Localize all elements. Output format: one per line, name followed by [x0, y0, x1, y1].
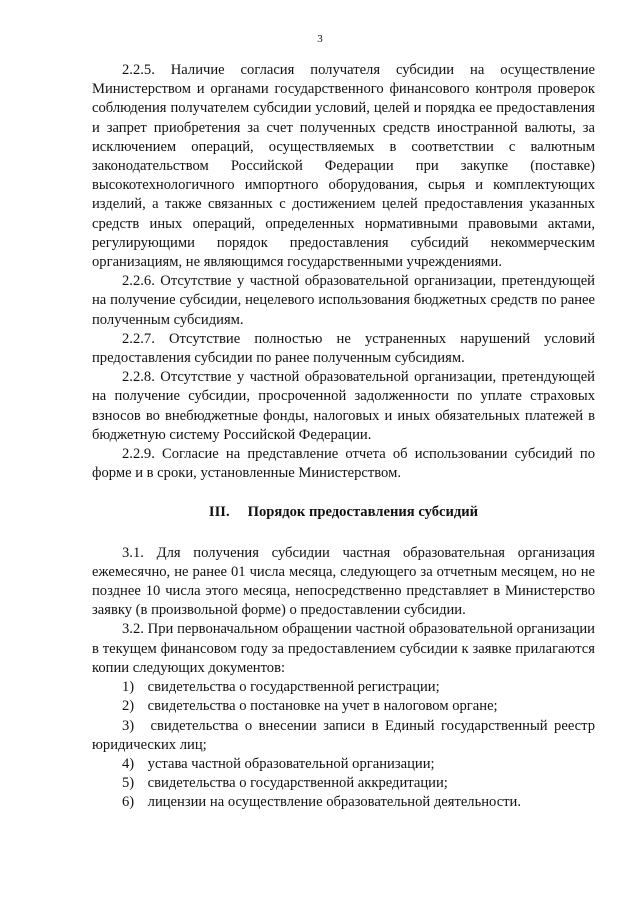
- paragraph-2-2-7: 2.2.7. Отсутствие полностью не устраненных нарушений условий предоставления субсидии по ранее полученным субсидиям.: [92, 330, 595, 367]
- list-item: 4) устава частной образовательной организации;: [122, 755, 435, 772]
- list-item: 6) лицензии на осуществление образовательной деятельности.: [122, 794, 522, 811]
- section-title: Порядок предоставления субсидий: [247, 504, 479, 521]
- list-item: 1) свидетельства о государственной регистрации;: [122, 679, 440, 696]
- section-number: III.: [208, 504, 230, 521]
- page-number: 3: [317, 33, 323, 45]
- list-item: 2) свидетельства о постановке на учет в налоговом органе;: [122, 698, 498, 715]
- paragraph-2-2-8: 2.2.8. Отсутствие у частной образовательной организации, претендующей на получение субсидии, просроченной задолженности по уплате страховых взносов во внебюджетные фонды, налоговых и иных обязательных платежей в бюджетную систему Российской Федерации.: [92, 369, 595, 443]
- paragraph-3-2: 3.2. При первоначальном обращении частной образовательной организации в текущем финансовом году за предоставлением субсидии к заявке прилагаются копии следующих документов:: [92, 621, 595, 676]
- section-heading: [92, 503, 595, 522]
- document-body: [92, 61, 595, 813]
- list-item: 5) свидетельства о государственной аккредитации;: [122, 775, 448, 792]
- paragraph-2-2-9: 2.2.9. Согласие на представление отчета об использовании субсидий по форме и в сроки, установленные Министерством.: [92, 446, 595, 482]
- paragraph-3-1: 3.1. Для получения субсидии частная образовательная организация ежемесячно, не ранее 01 числа месяца, следующего за отчетным месяцем, но не позднее 10 числа этого месяца, непосредственно представляет в Министерство заявку (в произвольной форме) о предоставлении субсидии.: [92, 544, 595, 619]
- paragraph-2-2-5: 2.2.5. Наличие согласия получателя субсидии на осуществление Министерством и органами государственного финансового контроля проверок соблюдения получателем субсидии условий, целей и порядка ее предоставления и запрет приобретения за счет полученных средств иностранной валюты, за исключением операций, осуществляемых в соответствии с валютным законодательством Российской Федерации при закупке (поставке) высокотехнологичного импортного оборудования, сырья и комплектующих изделий, а также связанных с достижением целей предоставления указанных средств иных операций, определенных нормативными правовыми актами, регулирующими порядок предоставления субсидий некоммерческим организациям, не являющимся государственными учреждениями.: [92, 62, 595, 271]
- paragraph-2-2-6: 2.2.6. Отсутствие у частной образовательной организации, претендующей на получение субсидии, нецелевого использования бюджетных средств по ранее полученным субсидиям.: [92, 273, 595, 328]
- list-item: 3) свидетельства о внесении записи в Единый государственный реестр юридических лиц;: [92, 717, 595, 753]
